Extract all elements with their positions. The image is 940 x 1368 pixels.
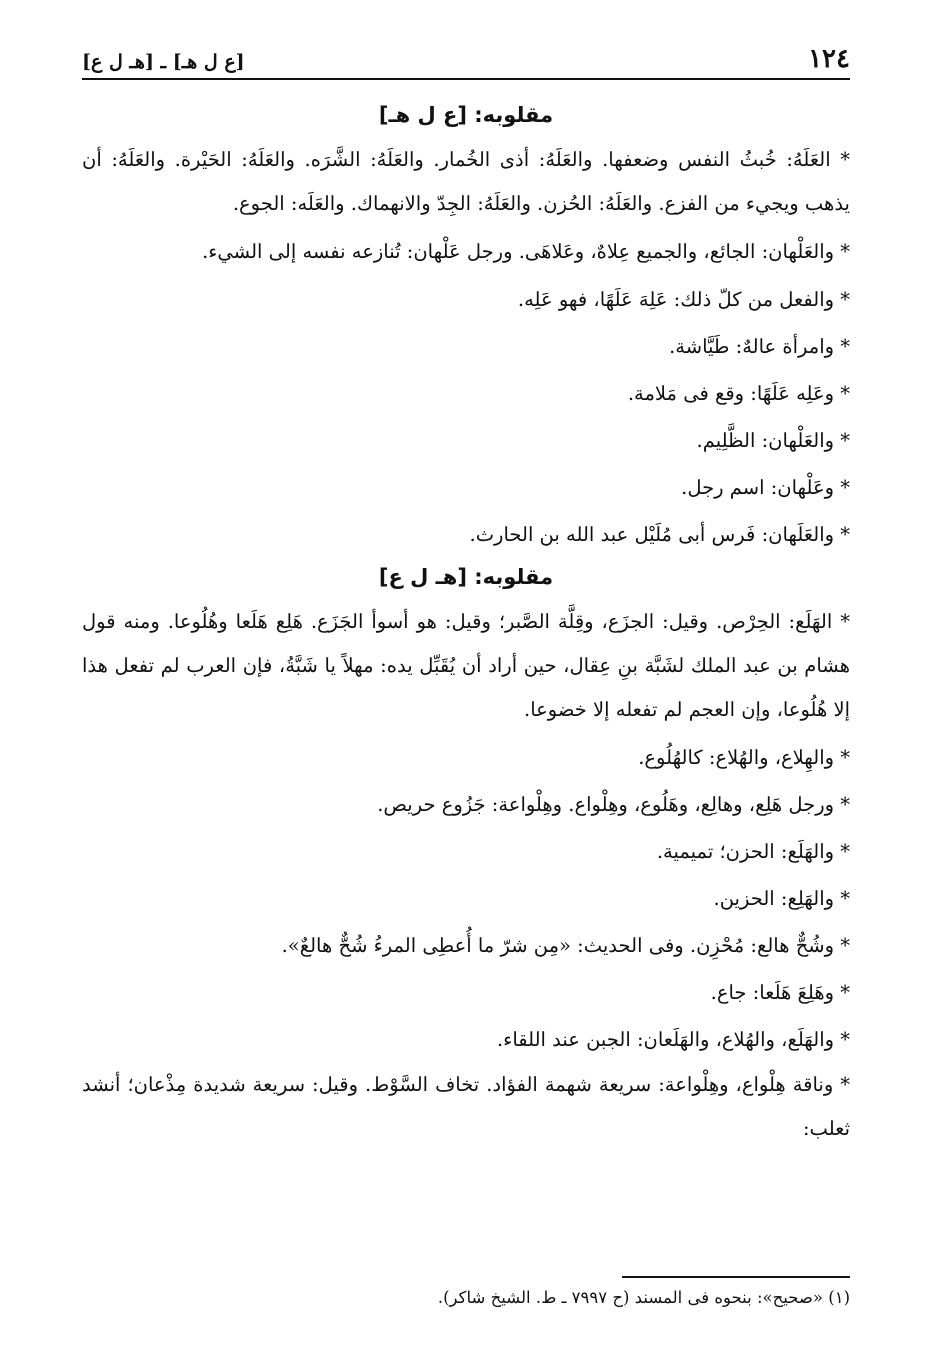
page-header <box>82 38 850 80</box>
list-item: * وعَلْهان: اسم رجل. <box>681 476 850 499</box>
list-item: * والهَلَع، والهُلاع، والهَلَعان: الجبن عند اللقاء. <box>496 1028 850 1051</box>
page-number: ١٢٤ <box>808 44 850 74</box>
section-heading-1: مقلوبه: [ع ل هـ] <box>378 103 554 127</box>
list-item: * والهَلِع: الحزين. <box>713 887 850 910</box>
list-item: * والهِلاع، والهُلاع: كالهُلُوع. <box>638 746 850 769</box>
entry-paragraph: * والعَلْهان: الجائع، والجميع عِلاهٌ، وعَلاهَى. ورجل عَلْهان: تُنازعه نفسه إلى الشيء. <box>202 240 850 263</box>
list-item: * والعَلَهان: فَرس أبى مُلَيْل عبد الله بن الحارث. <box>469 523 850 546</box>
running-title: [ع ل هـ] ـ [هـ ل ع] <box>82 51 245 73</box>
list-item: * ورجل هَلِع، وهالِع، وهَلُوع، وهِلْواع. وهِلْواعة: جَزُوع حريص. <box>377 793 850 816</box>
entry-paragraph: * العَلَهُ: خُبثُ النفس وضعفها. والعَلَهُ: أذى الخُمار. والعَلَهُ: الشَّرَه. والعَلَهُ: الحَيْرة. والعَلَهُ: أن يذهب ويجيء من الفزع. والعَلَهُ: الحُزن. والعَلَهُ: الجِدّ والانهماك. والعَلَه: الجوع. <box>82 148 850 215</box>
list-item: * وهَلِعَ هَلَعا: جاع. <box>710 981 850 1004</box>
entry-paragraph: * وناقة هِلْواع، وهِلْواعة: سريعة شهمة الفؤاد. تخاف السَّوْط. وقيل: سريعة شديدة مِذْعان؛ أنشد ثعلب: <box>82 1073 850 1140</box>
list-item: * والعَلْهان: الظَّلِيم. <box>696 429 850 452</box>
list-item: * وامرأة عالهٌ: طَيَّاشة. <box>669 335 850 358</box>
list-item: * والهَلَع: الحزن؛ تميمية. <box>656 840 850 863</box>
list-item: * وشُحٌّ هالع: مُحْزِن. وفى الحديث: «مِن شرّ ما أُعطِى المرءُ شُحٌّ هالعٌ». <box>281 934 850 957</box>
page-content <box>82 96 850 1151</box>
footnote-divider <box>622 1276 850 1278</box>
entry-list-2 <box>82 734 850 1063</box>
entry-paragraph: * الهَلَع: الحِرْص. وقيل: الجزَع، وقِلَّة الصَّبر؛ وقيل: هو أسوأ الجَزَع. هَلِع هَلَعا وهُلُوعا. ومنه قول هشام بن عبد الملك لشَبَّة بنِ عِقال، حين أراد أن يُقَبِّل يده: مهلاً يا شَبَّةُ، فإن العرب لم تفعل هذا إلا هُلُوعا، وإن العجم لم تفعله إلا خضوعا. <box>82 610 850 721</box>
list-item: * وعَلِه عَلَهًا: وقع فى مَلامة. <box>627 382 850 405</box>
footnote: (١) «صحيح»: بنحوه فى المسند (ح ٧٩٩٧ ـ ط. الشيخ شاكر). <box>437 1288 850 1307</box>
section-heading-2: مقلوبه: [هـ ل ع] <box>378 565 554 589</box>
entry-list-1 <box>82 276 850 558</box>
list-item: * والفعل من كلّ ذلك: عَلِهَ عَلَهًا، فهو عَلِه. <box>517 288 850 311</box>
